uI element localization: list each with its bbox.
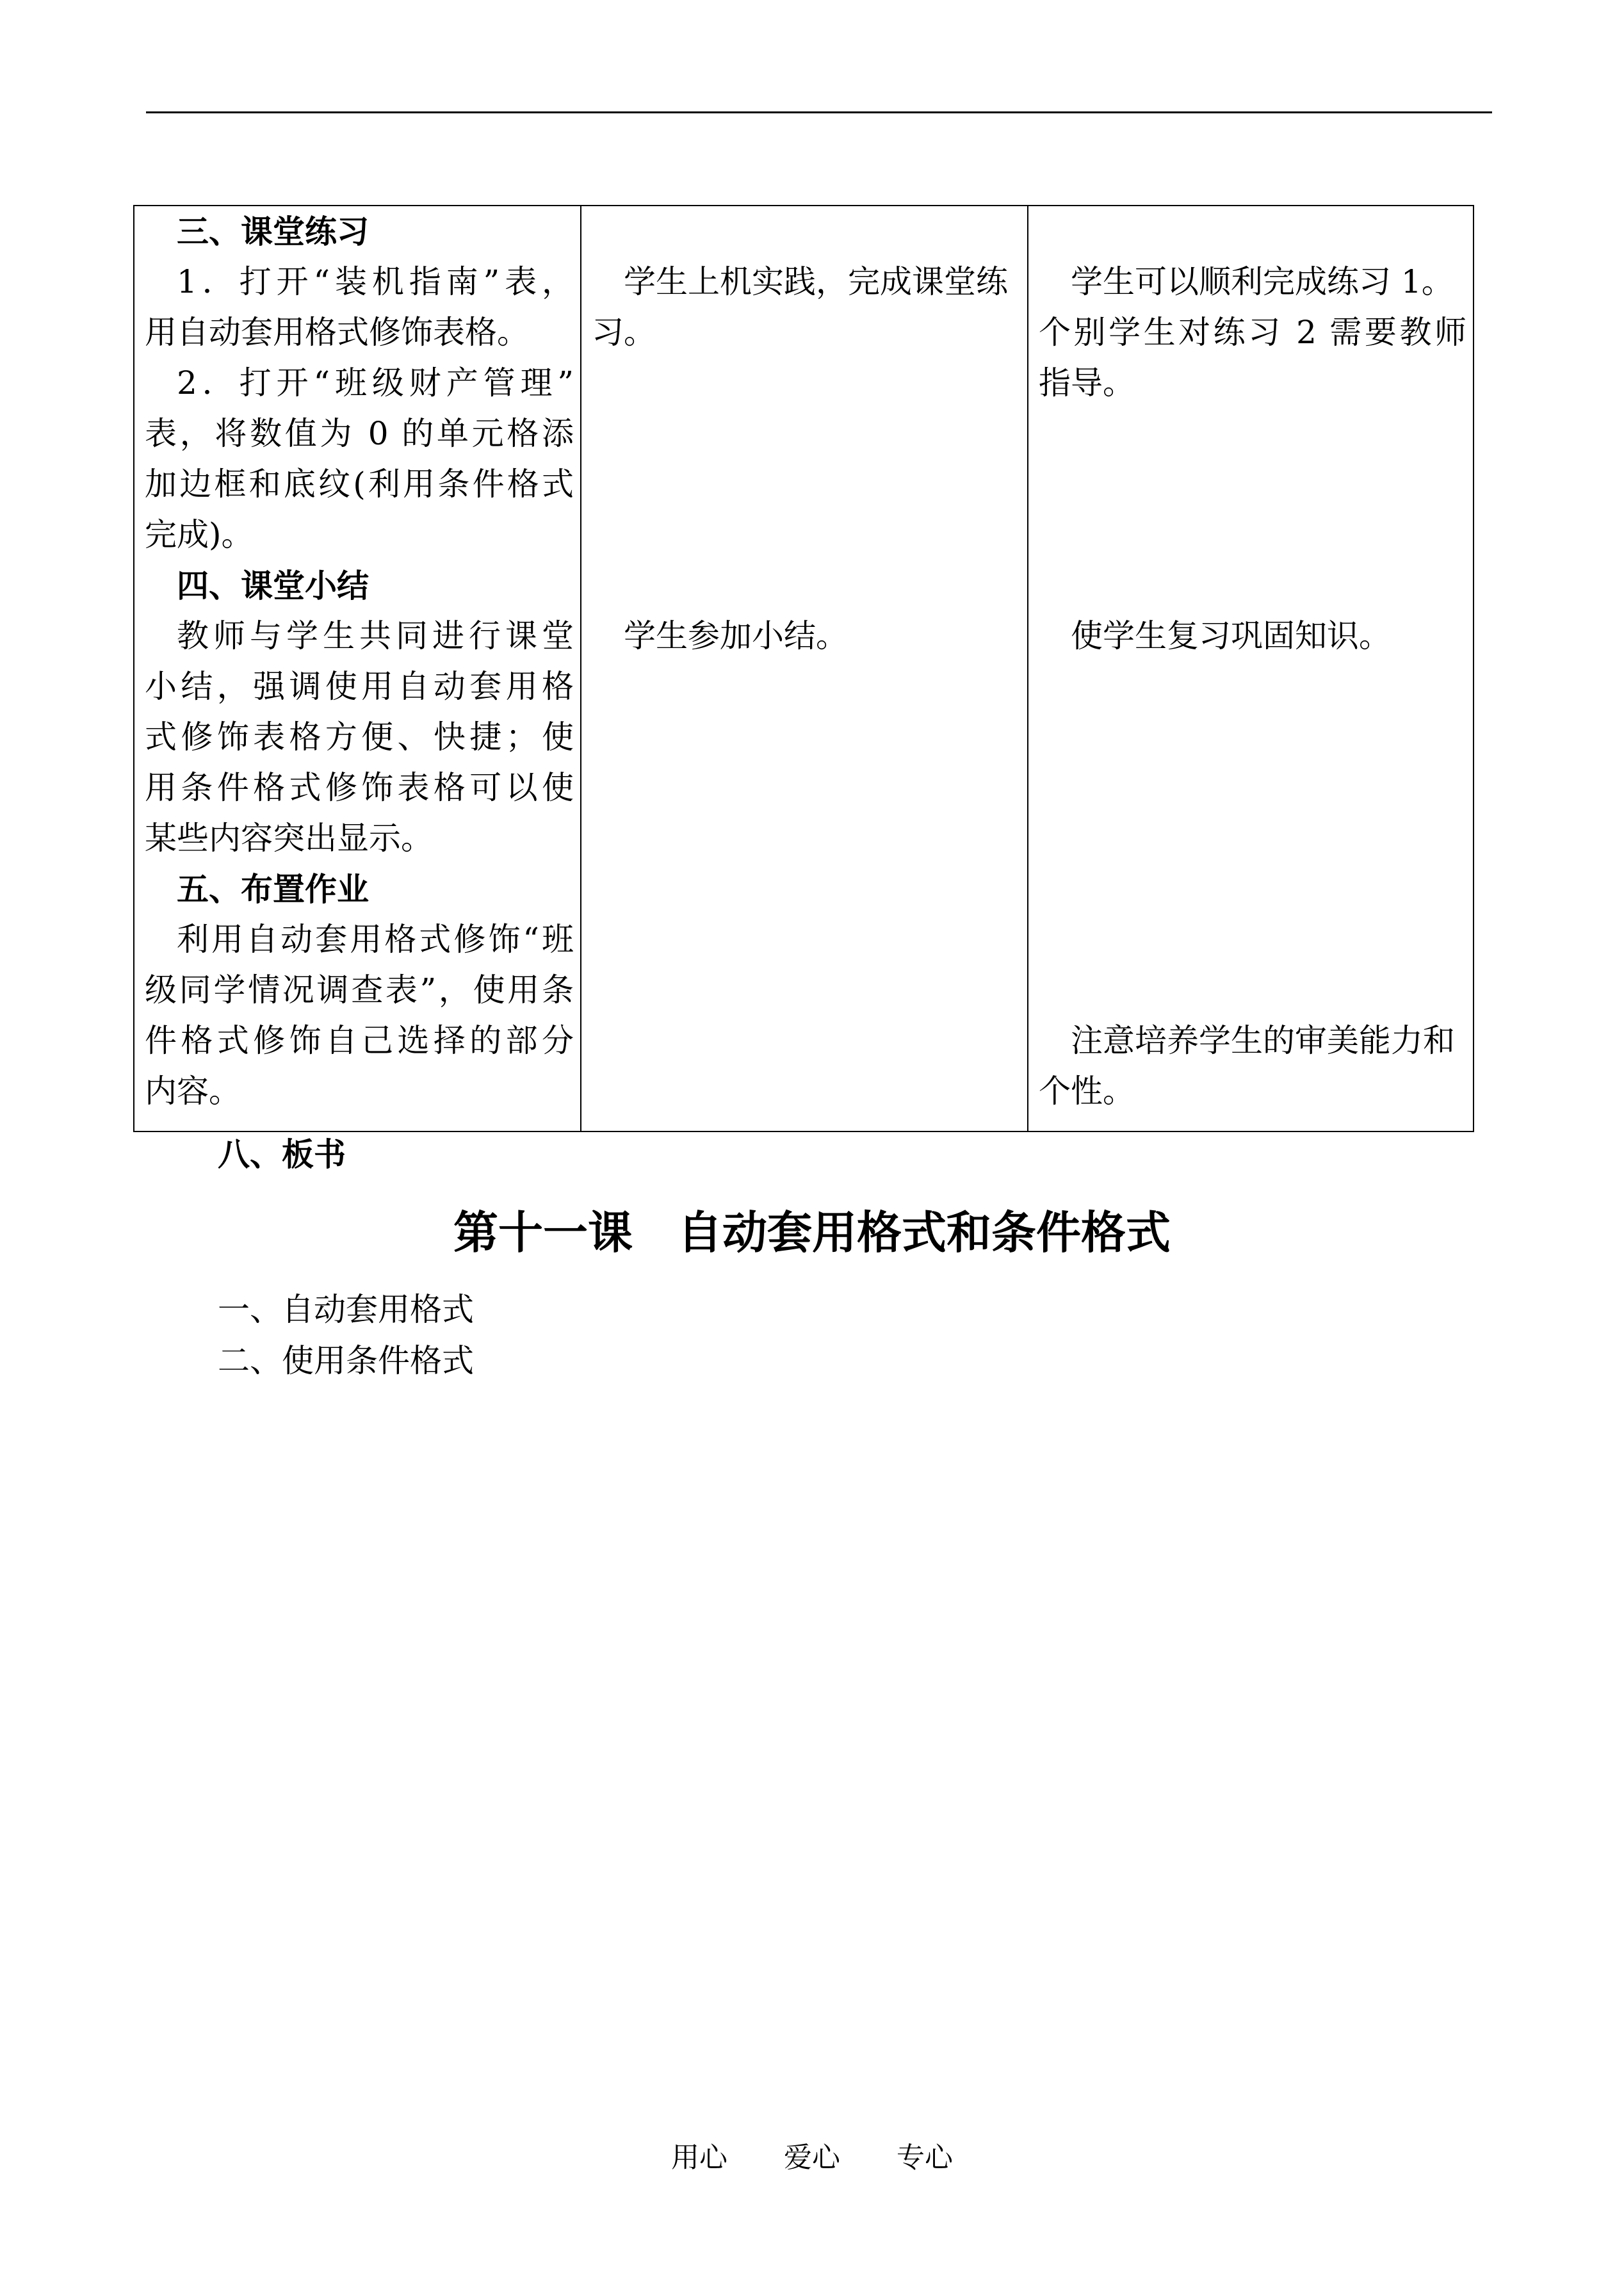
activity-line: 学生参加小结。 (624, 617, 848, 654)
section-heading: 八、板书 (218, 1135, 346, 1173)
lesson-plan-table (133, 205, 1474, 1132)
content-line: 四、课堂小结 (177, 567, 369, 604)
intent-line: 注意培养学生的审美能力和 (1071, 1022, 1455, 1059)
content-line: 小结，强调使用自动套用格 (145, 668, 574, 705)
content-line: 利用自动套用格式修饰“班 (177, 921, 574, 958)
activity-line: 习。 (592, 314, 656, 351)
content-line: 三、课堂练习 (177, 213, 369, 250)
activity-line: 学生上机实践，完成课堂练 (624, 263, 1008, 300)
footer-text: 用心 爱心 专心 (671, 2141, 953, 2174)
content-line: 件格式修饰自己选择的部分 (145, 1022, 574, 1059)
content-line: 五、布置作业 (177, 870, 369, 908)
design-intent-cell (1028, 206, 1474, 1131)
board-item-2: 二、使用条件格式 (218, 1342, 474, 1379)
header-rule (146, 111, 1492, 113)
intent-line: 使学生复习巩固知识。 (1071, 617, 1391, 654)
intent-line: 学生可以顺利完成练习 1。 (1071, 263, 1454, 300)
student-activity-cell (581, 206, 1028, 1131)
table-row (134, 206, 1474, 1131)
board-title: 第十一课 自动套用格式和条件格式 (453, 1206, 1171, 1259)
content-line: 式修饰表格方便、快捷；使 (145, 718, 574, 756)
intent-line: 个性。 (1039, 1073, 1135, 1110)
content-line: 1．打开“装机指南”表， (177, 263, 574, 300)
content-line: 内容。 (145, 1073, 241, 1110)
content-line: 2．打开“班级财产管理” (177, 364, 574, 401)
content-line: 用自动套用格式修饰表格。 (145, 314, 529, 351)
content-line: 表，将数值为 0 的单元格添 (145, 415, 574, 452)
content-line: 完成)。 (145, 516, 254, 553)
intent-line: 个别学生对练习 2 需要教师 (1039, 314, 1466, 351)
content-line: 级同学情况调查表”，使用条 (145, 971, 574, 1009)
content-line: 教师与学生共同进行课堂 (177, 617, 574, 654)
content-line: 加边框和底纹(利用条件格式 (145, 466, 574, 503)
content-line: 用条件格式修饰表格可以使 (145, 769, 574, 806)
teaching-content-cell (134, 206, 581, 1131)
board-item-1: 一、自动套用格式 (218, 1291, 474, 1328)
content-line: 某些内容突出显示。 (145, 820, 433, 857)
intent-line: 指导。 (1039, 364, 1135, 401)
